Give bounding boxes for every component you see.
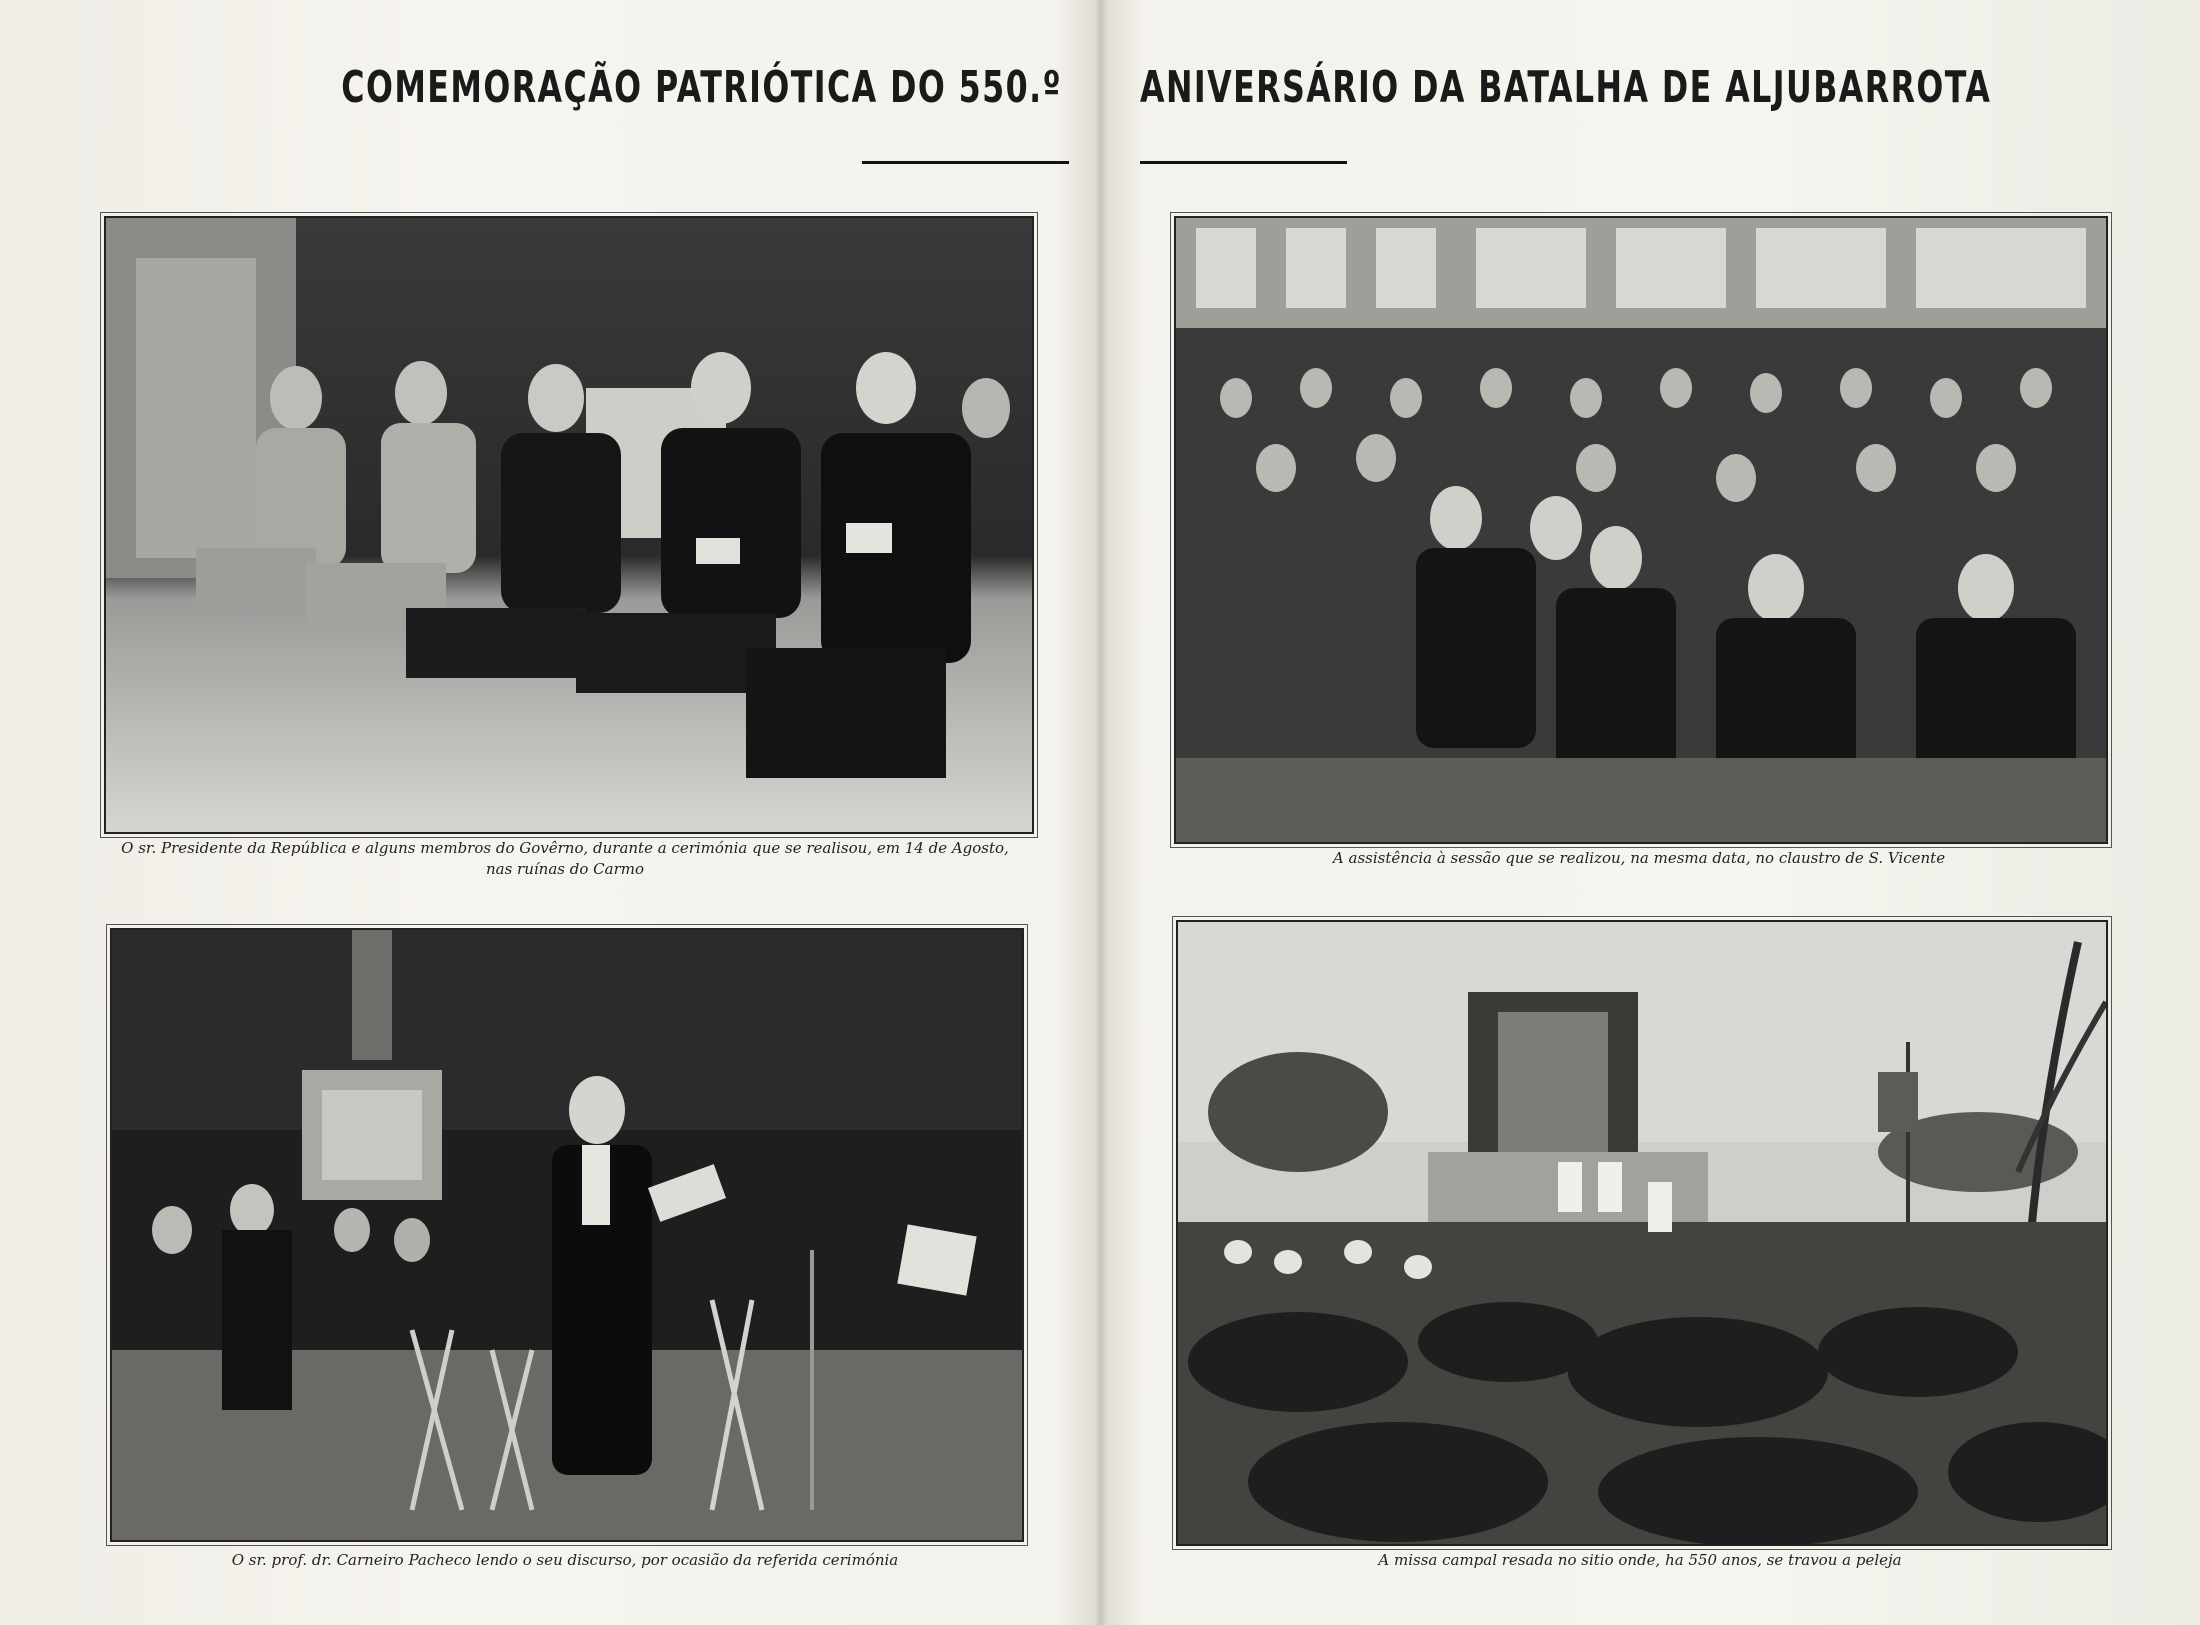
photo-audience-cloister [1174,216,2108,844]
photo-officials-seated-image [106,218,1032,832]
right-page [1102,0,2200,1625]
photo-speaker-reading [110,928,1024,1542]
caption-audience-cloister: A assistência à sessão que se realizou, na mesma data, no claustro de S. Vicente [1332,849,1946,867]
heading-right: ANIVERSÁRIO DA BATALHA DE ALJUBARROTA [1140,62,1992,113]
photo-audience-cloister-image [1176,218,2106,842]
heading-left: COMEMORAÇÃO PATRIÓTICA DO 550.º [341,62,1062,113]
caption-officials-line2: nas ruínas do Carmo [485,860,644,878]
heading-rule-right [1140,161,1347,164]
caption-officials-line1: O sr. Presidente da República e alguns membros do Govêrno, durante a cerimónia que se realisou, em 14 de Agosto, [121,839,1009,857]
photo-open-air-mass [1176,920,2108,1546]
photo-officials-seated [104,216,1034,834]
heading-rule-left [862,161,1069,164]
photo-open-air-mass-image [1178,922,2106,1544]
caption-officials-seated [90,838,1040,880]
caption-open-air-mass: A missa campal resada no sitio onde, ha 550 anos, se travou a peleja [1378,1551,1902,1569]
left-page [0,0,1098,1625]
caption-speaker-reading: O sr. prof. dr. Carneiro Pacheco lendo o seu discurso, por ocasião da referida cerimónia [231,1551,899,1569]
photo-speaker-reading-image [112,930,1022,1540]
